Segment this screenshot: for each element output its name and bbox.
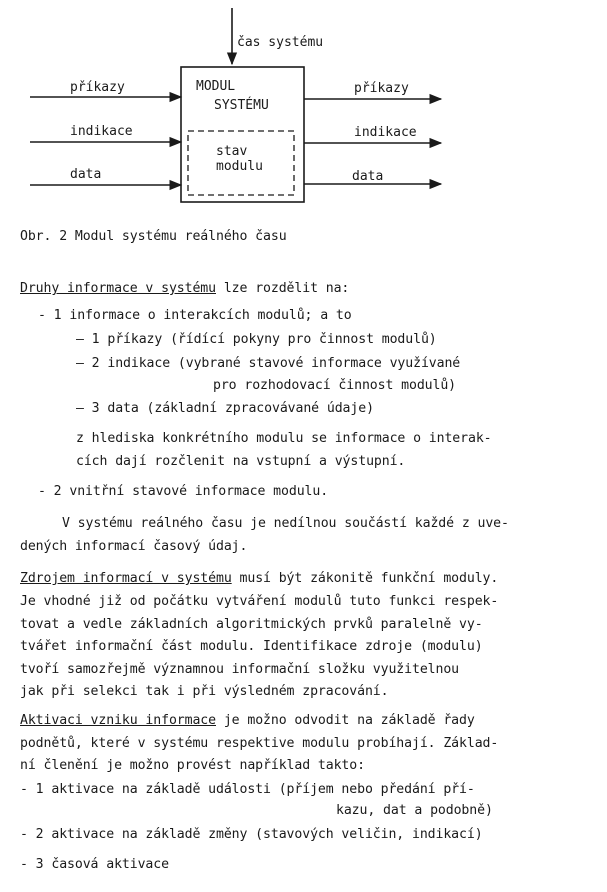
module-state-line2: modulu <box>216 159 263 174</box>
list-note: z hlediska konkrétního modulu se informace o interak- <box>76 431 492 446</box>
list-item: - 2 vnitřní stavové informace modulu. <box>38 484 329 499</box>
list-item-cont: kazu, dat a podobně) <box>336 803 493 818</box>
output-label-data: data <box>352 169 384 184</box>
paragraph-line: podnětů, které v systému respektive modulu probíhají. Základ- <box>20 736 499 751</box>
input-label-data: data <box>70 167 102 182</box>
output-label-commands: příkazy <box>354 81 409 96</box>
source-heading: Zdrojem informací v systému <box>20 571 232 586</box>
module-state-line1: stav <box>216 144 248 159</box>
paragraph-line: jak při selekci tak i při výsledném zpracování. <box>20 684 389 699</box>
paragraph-line: V systému reálného času je nedílnou součástí každé z uve- <box>62 516 509 531</box>
output-label-indications: indikace <box>354 125 417 140</box>
module-title-line1: MODUL <box>196 79 236 94</box>
paragraph-line: tvářet informační část modulu. Identifikace zdroje (modulu) <box>20 639 483 654</box>
module-title-line2: SYSTÉMU <box>214 98 269 113</box>
activation-heading: Aktivaci vzniku informace <box>20 713 216 728</box>
paragraph-line: tovat a vedle základních algoritmických prvků paralelně vy- <box>20 617 483 632</box>
types-heading: Druhy informace v systému <box>20 281 216 296</box>
paragraph-line: Je vhodné již od počátku vytváření modulů tuto funkci respek- <box>20 594 499 609</box>
list-subitem: — 1 příkazy (řídící pokyny pro činnost modulů) <box>76 332 437 347</box>
paragraph-line: ní členění je možno provést například takto: <box>20 758 365 773</box>
list-item: - 3 časová aktivace <box>20 857 169 872</box>
list-note: cích dají rozčlenit na vstupní a výstupní. <box>76 454 406 469</box>
paragraph-types: Druhy informace v systému lze rozdělit na: <box>20 281 350 296</box>
figure-caption: Obr. 2 Modul systému reálného času <box>20 229 287 244</box>
input-label-commands: příkazy <box>70 80 125 95</box>
paragraph-activation: Aktivaci vzniku informace je možno odvodit na základě řady <box>20 713 475 728</box>
list-item: - 1 informace o interakcích modulů; a to <box>38 308 352 323</box>
list-subitem: — 3 data (základní zpracovávané údaje) <box>76 401 374 416</box>
paragraph-source: Zdrojem informací v systému musí být zákonitě funkční moduly. <box>20 571 499 586</box>
time-input-label: čas systému <box>237 35 324 50</box>
list-subitem: — 2 indikace (vybrané stavové informace využívané <box>76 356 461 371</box>
list-item: - 2 aktivace na základě změny (stavových veličin, indikací) <box>20 827 483 842</box>
list-subitem-cont: pro rozhodovací činnost modulů) <box>213 378 457 393</box>
paragraph-line: dených informací časový údaj. <box>20 539 248 554</box>
list-item: - 1 aktivace na základě události (příjem nebo předání pří- <box>20 782 475 797</box>
paragraph-line: tvoří samozřejmě významnou informační složku využitelnou <box>20 662 460 677</box>
input-label-indications: indikace <box>70 124 133 139</box>
